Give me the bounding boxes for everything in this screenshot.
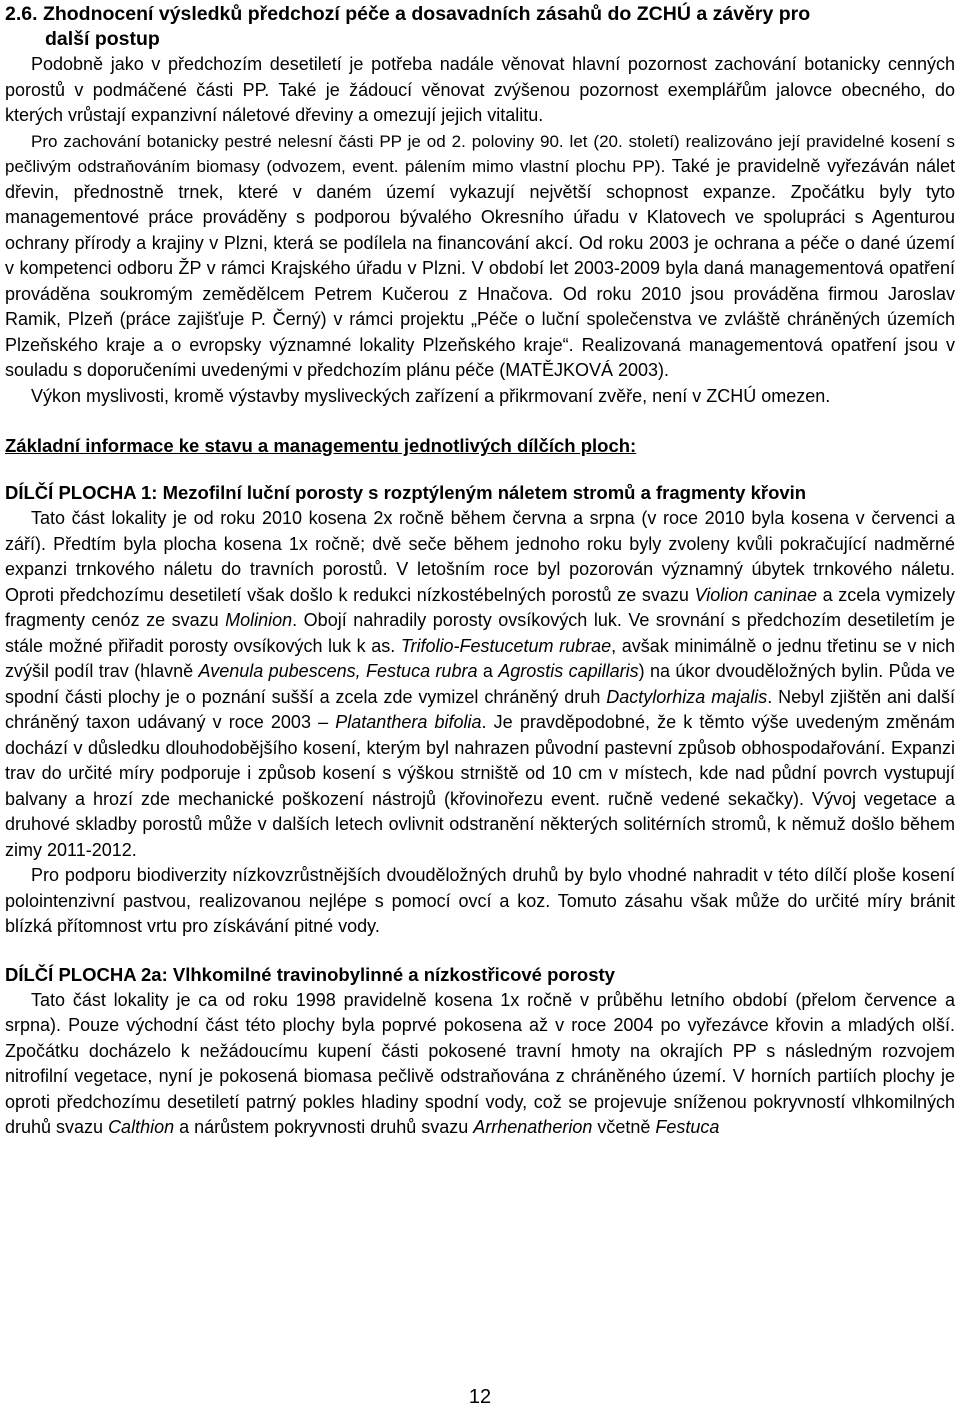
paragraph-management-part2: Také je pravidelně vyřezáván nálet dřevin, přednostně trnek, které v daném území vykazují největší schopnost expanze. Zpočátku byly tyto managementové práce prováděny s podporou bývalého Okresního úřadu v Klatovech ve spolupráci s Agenturou ochrany přírody a krajiny v Plzni, která se podílela na financování akcí. Od roku 2003 je ochrana a péče o dané území v kompetenci odboru ŽP v rámci Krajského úřadu v Plzni. V období let 2003-2009 byla daná managementová opatření prováděna soukromým zemědělcem Petrem Kučerou z Hnačova. Od roku 2010 jsou prováděna firmou Jaroslav Ramik, Plzeň (práce zajišťuje P. Černý) v rámci projektu „Péče o luční společenstva ve zvláště chráněných územích Plzeňského kraje a o evropsky významné lokality Plzeňského kraje“. Realizovaná managementová opatření jsou v souladu s doporučeními uvedenými v předchozím plánu péče (MATĚJKOVÁ 2003). xyxy=(5,156,955,380)
chapter-heading-line1: 2.6. Zhodnocení výsledků předchozí péče a dosavadních zásahů do ZCHÚ a závěry pro xyxy=(5,3,811,25)
plocha1-title: DÍLČÍ PLOCHA 1: Mezofilní luční porosty s rozptýleným náletem stromů a fragmenty křovin xyxy=(5,482,807,503)
taxon-name: Agrostis capillaris xyxy=(498,661,639,681)
text-run: . Obojí nahradily porosty ovsíkových luk. Ve srovnání s předchozím desetiletím je stále možné přiřadit porosty ovsíkových luk k as. xyxy=(5,610,955,656)
text-run: , avšak minimálně o jednu třetinu se v nich zvýšil podíl trav (hlavně xyxy=(5,635,955,681)
taxon-name: Trifolio-Festucetum rubrae xyxy=(400,635,612,656)
taxon-name: Molinion xyxy=(225,610,293,630)
taxon-name: Arrhenatherion xyxy=(473,1117,593,1137)
text-run: a zcela vymizely fragmenty cenóz ze svazu xyxy=(5,584,955,630)
plocha2a-paragraph xyxy=(5,988,955,1141)
taxon-name: Festuca xyxy=(655,1117,720,1137)
document-page xyxy=(5,2,955,1141)
plocha1-paragraph2: Pro podporu biodiverzity nízkovzrůstnějších dvouděložných druhů by bylo vhodné nahradit v této dílčí ploše kosení polointenzivní pastvou, realizovanou nejlépe s pomocí ovcí a koz. Tomuto zásahu však může do určité míry bránit blízká přítomnost vrtu pro získávání pitné vody. xyxy=(5,865,955,936)
text-run: . Nebyl zjištěn ani další chráněný taxon udávaný v roce 2003 – xyxy=(5,686,955,732)
text-run: Tato část lokality je od roku 2010 kosena 2x ročně během června a srpna (v roce 2010 byla kosena v červenci a září). Předtím byla plocha kosena 1x ročně; dvě seče během jednoho roku byly zvoleny kvůli pokračující nadměrné expanzi trnkového náletu do travních porostů. V letošním roce byl pozorován významný úbytek trnkového náletu. Oproti předchozímu desetiletí však došlo k redukci nízkostébelných porostů ze svazu xyxy=(5,508,955,605)
page-number: 12 xyxy=(468,1386,492,1408)
taxon-name: Calthion xyxy=(108,1117,175,1137)
text-run: a nárůstem pokryvnosti druhů svazu xyxy=(174,1117,474,1137)
text-run: a xyxy=(477,661,499,681)
text-run: . Je pravděpodobné, že k těmto výše uvedeným změnám dochází v důsledku dlouhodobějšího kosení, kterým byl nahrazen původní pastevní způsob obhospodařování. Expanzi trav do určité míry podporuje i způsob kosení s výškou strniště od 10 cm v místech, kde nad půdní povrch vystupují balvany a hrozí zde mechanické poškození nástrojů (křovinořezu event. ručně vedené sekačky). Vývoj vegetace a druhové skladby porostů může v dalších letech ovlivnit odstranění některých solitérních stromů, k němuž došlo během zimy 2011-2012. xyxy=(5,712,955,860)
taxon-name: Avenula pubescens, Festuca rubra xyxy=(198,661,478,681)
text-run: Tato část lokality je ca od roku 1998 pravidelně kosena 1x ročně v průběhu letního období (přelom července a srpna). Pouze východní část této plochy byla poprvé pokosena až v roce 2004 po vyřezávce křovin a mladých olší. Zpočátku docházelo k nežádoucímu kupení části pokosené travní hmoty na okrajích PP s následným rozvojem nitrofilní vegetace, nyní je pokosená biomasa pečlivě odstraňována z chráněného území. V horních partiích plochy je oproti předchozímu desetiletí patrný pokles hladiny spodní vody, což se projevuje sníženou pokryvností vlhkomilných druhů svazu xyxy=(5,989,955,1137)
section-title: Základní informace ke stavu a managementu jednotlivých dílčích ploch: xyxy=(5,435,637,456)
paragraph-management-part1: Pro zachování botanicky pestré nelesní části PP je od 2. poloviny 90. let (20. století) realizováno její pravidelné kosení s pečlivým odstraňováním biomasy (odvozem, event. pálením mimo vlastní plochu PP). xyxy=(5,131,955,176)
text-run: včetně xyxy=(592,1117,656,1137)
taxon-name: Platanthera bifolia xyxy=(335,712,482,732)
chapter-heading-line2: další postup xyxy=(45,28,160,50)
paragraph-management xyxy=(5,129,955,384)
taxon-name: Dactylorhiza majalis xyxy=(606,686,768,707)
plocha2a-title: DÍLČÍ PLOCHA 2a: Vlhkomilné travinobylinné a nízkostřicové porosty xyxy=(5,963,615,985)
text-run: ) na úkor dvouděložných bylin. Půda ve spodní části plochy je o poznání sušší a zcela zde vymizel chráněný druh xyxy=(5,661,956,707)
chapter-heading xyxy=(5,2,955,52)
taxon-name: Violion caninae xyxy=(694,584,817,605)
paragraph-intro: Podobně jako v předchozím desetiletí je potřeba nadále věnovat hlavní pozornost zachování botanicky cenných porostů v podmáčené části PP. Také je žádoucí věnovat zvýšenou pozornost exemplářům jalovce obecného, do kterých vrůstají expanzivní náletové dřeviny a omezují jejich vitalitu. xyxy=(5,54,955,125)
paragraph-hunting: Výkon myslivosti, kromě výstavby mysliveckých zařízení a přikrmovaní zvěře, není v ZCHÚ omezen. xyxy=(31,385,831,406)
plocha1-paragraph xyxy=(5,506,955,863)
